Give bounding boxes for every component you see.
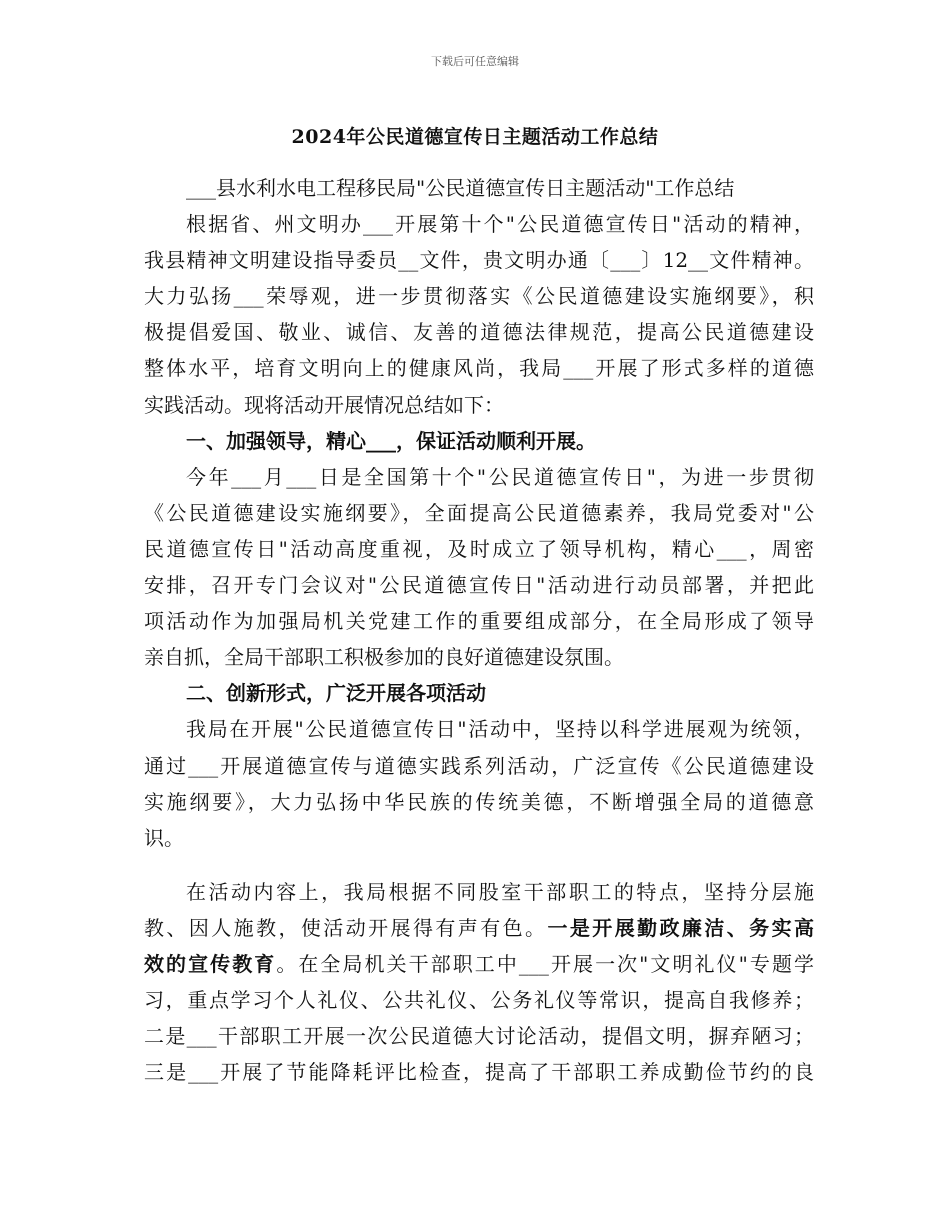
body-line: 根据省、州文明办___开展第十个"公民道德宣传日"活动的精神， xyxy=(186,212,814,237)
section-heading: 二、创新形式，广泛开展各项活动 xyxy=(186,681,486,706)
body-line: 亲自抓，全局干部职工积极参加的良好道德建设氛围。 xyxy=(144,645,624,670)
emphasis-text: 效的宣传教育 xyxy=(144,951,277,976)
body-line: 大力弘扬___荣辱观，进一步贯彻落实《公民道德建设实施纲要》，积 xyxy=(144,284,814,309)
body-text: 。在全局机关干部职工中___开展一次"文明礼仪"专题学 xyxy=(276,951,815,976)
body-line: 我县精神文明建设指导委员__文件，贵文明办通〔___〕12__文件精神。 xyxy=(144,248,814,273)
document-title: 2024年公民道德宣传日主题活动工作总结 xyxy=(291,126,659,148)
body-line: 《公民道德建设实施纲要》，全面提高公民道德素养，我局党委对"公 xyxy=(144,500,814,525)
emphasis-text: 一是开展勤政廉洁、务实高 xyxy=(547,915,815,940)
body-line: 安排，召开专门会议对"公民道德宣传日"活动进行动员部署，并把此 xyxy=(144,573,814,598)
body-line: 今年___月___日是全国第十个"公民道德宣传日"，为进一步贯彻 xyxy=(186,464,814,489)
body-line xyxy=(144,946,814,982)
body-line: 三是___开展了节能降耗评比检查，提高了干部职工养成勤俭节约的良 xyxy=(144,1060,814,1085)
body-line: 二是___干部职工开展一次公民道德大讨论活动，提倡文明，摒弃陋习； xyxy=(144,1024,814,1049)
body-line: 通过___开展道德宣传与道德实践系列活动，广泛宣传《公民道德建设 xyxy=(144,753,814,778)
body-line: 民道德宣传日"活动高度重视，及时成立了领导机构，精心___，周密 xyxy=(144,536,814,561)
body-line: 在活动内容上，我局根据不同股室干部职工的特点，坚持分层施 xyxy=(186,879,814,904)
body-line: 实施纲要》，大力弘扬中华民族的传统美德，不断增强全局的道德意 xyxy=(144,789,814,814)
page-header-note: 下载后可任意编辑 xyxy=(431,55,519,68)
body-line: 项活动作为加强局机关党建工作的重要组成部分，在全局形成了领导 xyxy=(144,609,814,634)
body-line: 实践活动。现将活动开展情况总结如下： xyxy=(144,392,504,417)
section-heading: 一、加强领导，精心___，保证活动顺利开展。 xyxy=(186,428,596,453)
paragraph-gap xyxy=(144,856,814,874)
body-line: ___县水利水电工程移民局"公民道德宣传日主题活动"工作总结 xyxy=(186,176,735,200)
body-line: 整体水平，培育文明向上的健康风尚，我局___开展了形式多样的道德 xyxy=(144,356,814,381)
document-body xyxy=(144,170,814,1090)
body-line: 我局在开展"公民道德宣传日"活动中，坚持以科学进展观为统领， xyxy=(186,717,814,742)
body-line: 极提倡爱国、敬业、诚信、友善的道德法律规范，提高公民道德建设 xyxy=(144,320,814,345)
body-text: 教、因人施教，使活动开展得有声有色。 xyxy=(144,915,548,940)
body-line: 习，重点学习个人礼仪、公共礼仪、公务礼仪等常识，提高自我修养； xyxy=(144,988,814,1013)
body-line: 识。 xyxy=(144,825,184,850)
body-line xyxy=(144,910,814,946)
